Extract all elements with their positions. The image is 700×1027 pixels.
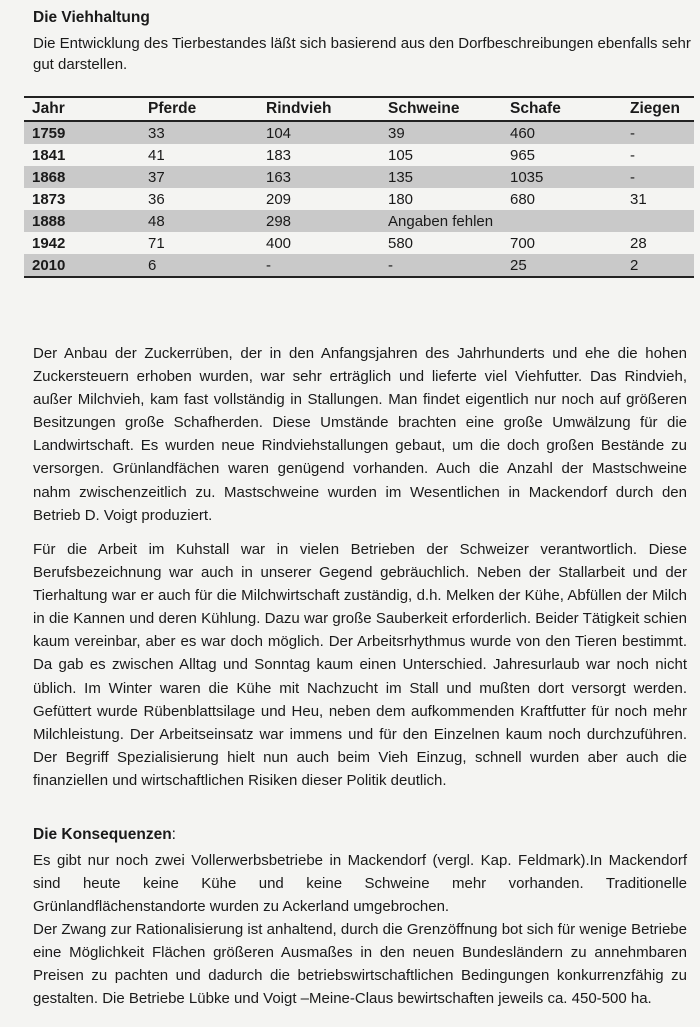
paragraph-kuhstall: Für die Arbeit im Kuhstall war in vielen Betrieben der Schweizer verantwortlich. Diese Berufsbezeichnung war auch in unserer Gegend gebräuchlich. Neben der Stallarbeit und der Tierhaltung war er auch für die Milchwirtschaft zuständig, d.h. Melken der Kühe, Abfüllen der Milch in die Kannen und deren Kühlung. Dazu war große Sauberkeit erforderlich. Beider Tätigkeit schien kaum vereinbar, aber es war doch möglich. Der Arbeitsrhythmus wurde von den Tieren bestimmt. Da gab es zwischen Alltag und Sonntag kaum einen Unterschied. Jahresurlaub war noch nicht üblich. Im Winter waren die Kühe mit Nachzucht im Stall und mußten dort versorgt werden. Gefüttert wurde Rübenblattsilage und Heu, neben dem aufkommenden Kraftfutter für noch mehr Milchleistung. Der Arbeitseinsatz war immens und für den Einzelnen kaum noch durchzuführen. Der Begriff Spezialisierung hielt nun auch beim Vieh Einzug, schnell wurden aber auch die finanziellen und wirtschaftlichen Risiken dieser Politik deutlich. [33,541,687,789]
cell-schweine: 105 [388,146,414,164]
cell-rindvieh: 104 [258,121,380,144]
section-heading-viehhaltung: Die Viehhaltung [33,9,150,26]
cell-schafe: 965 [510,146,536,164]
cell-schafe: 700 [510,234,536,252]
cell-pferde: 37 [140,166,258,188]
cell-jahr: 1942 [32,234,66,252]
table-row [24,210,694,232]
intro-text: Die Entwicklung des Tierbestandes läßt sich basierend aus den Dorfbeschreibungen ebenfalls sehr gut darstellen. [33,35,691,73]
header-schweine: Schweine [380,97,502,121]
cell-schweine: 180 [388,190,414,208]
cell-pferde: 48 [140,210,258,232]
paragraph-konsequenzen-1: Es gibt nur noch zwei Vollerwerbsbetriebe in Mackendorf (vergl. Kap. Feldmark).In Mackendorf sind heute keine Kühe und keine Schweine mehr vorhanden. Traditionelle Grünlandflächenstandorte wurden zu Ackerland umgebrochen. [33,852,687,916]
table-row [24,188,694,210]
cell-ziegen: - [630,146,635,164]
cell-pferde: 33 [140,121,258,144]
cell-jahr: 1888 [24,210,140,232]
cell-schweine: 580 [388,234,414,252]
cell-rindvieh: 400 [266,234,292,252]
cell-pferde: 41 [148,146,165,164]
section-heading-konsequenzen [33,826,176,844]
table-row [24,166,694,188]
cell-schweine: 135 [380,166,502,188]
konsequenzen-title: Die Konsequenzen [33,826,172,843]
table-row [24,121,694,144]
table-header-row [24,97,694,121]
cell-schweine: 39 [380,121,502,144]
header-pferde: Pferde [140,97,258,121]
cell-rindvieh: 183 [266,146,292,164]
cell-rindvieh: 209 [266,190,292,208]
header-rindvieh: Rindvieh [258,97,380,121]
cell-rindvieh: 163 [258,166,380,188]
konsequenzen-colon: : [171,826,176,843]
paragraph-zuckerrueben: Der Anbau der Zuckerrüben, der in den Anfangsjahren des Jahrhunderts und ehe die hohen Zuckersteuern erhoben wurden, war sehr erträglich und lieferte viel Viehfutter. Das Rindvieh, außer Milchvieh, kam fast vollständig in Stallungen. Man findet eigentlich nur noch auf größeren Besitzungen große Schafherden. Diese Umstände brachten eine große Umwälzung für die Landwirtschaft. Es wurden neue Rindviehstallungen gebaut, um die doch großen Bestände zu versorgen. Grünlandfächen waren genügend vorhanden. Auch die Anzahl der Mastschweine nahm zwischenzeitlich zu. Mastschweine wurden im Wesentlichen in Mackendorf durch den Betrieb D. Voigt produziert. [33,345,687,524]
header-jahr: Jahr [24,97,140,121]
cell-pferde: 36 [148,190,165,208]
cell-ziegen: 2 [622,254,694,277]
cell-schafe: 680 [510,190,536,208]
cell-ziegen: - [622,166,694,188]
cell-schafe: 1035 [502,166,622,188]
livestock-table [24,96,694,278]
cell-ziegen: 28 [630,234,647,252]
cell-jahr: 1841 [32,146,66,164]
table-row [24,254,694,277]
cell-jahr: 1759 [24,121,140,144]
cell-missing-data-note: Angaben fehlen [380,210,694,232]
cell-rindvieh: 298 [258,210,380,232]
cell-jahr: 1868 [24,166,140,188]
cell-jahr: 2010 [24,254,140,277]
cell-jahr: 1873 [32,190,66,208]
header-schafe: Schafe [502,97,622,121]
paragraph-konsequenzen-2: Der Zwang zur Rationalisierung ist anhaltend, durch die Grenzöffnung bot sich für wenige Betriebe eine Möglichkeit Flächen größeren Ausmaßes in den neuen Bundesländern zu annehmbaren Preisen zu pachten und dadurch die betriebswirtschaftlichen Bedingungen konkurrenzfähig zu gestalten. Die Betriebe Lübke und Voigt –Meine-Claus bewirtschaften jeweils ca. 450-500 ha. [33,921,687,1008]
table-row [24,144,694,166]
cell-schweine: - [380,254,502,277]
cell-ziegen: - [622,121,694,144]
cell-pferde: 71 [148,234,165,252]
cell-schafe: 460 [502,121,622,144]
header-ziegen: Ziegen [622,97,694,121]
cell-schafe: 25 [502,254,622,277]
table-row [24,232,694,254]
cell-ziegen: 31 [630,190,647,208]
cell-pferde: 6 [140,254,258,277]
cell-rindvieh: - [258,254,380,277]
